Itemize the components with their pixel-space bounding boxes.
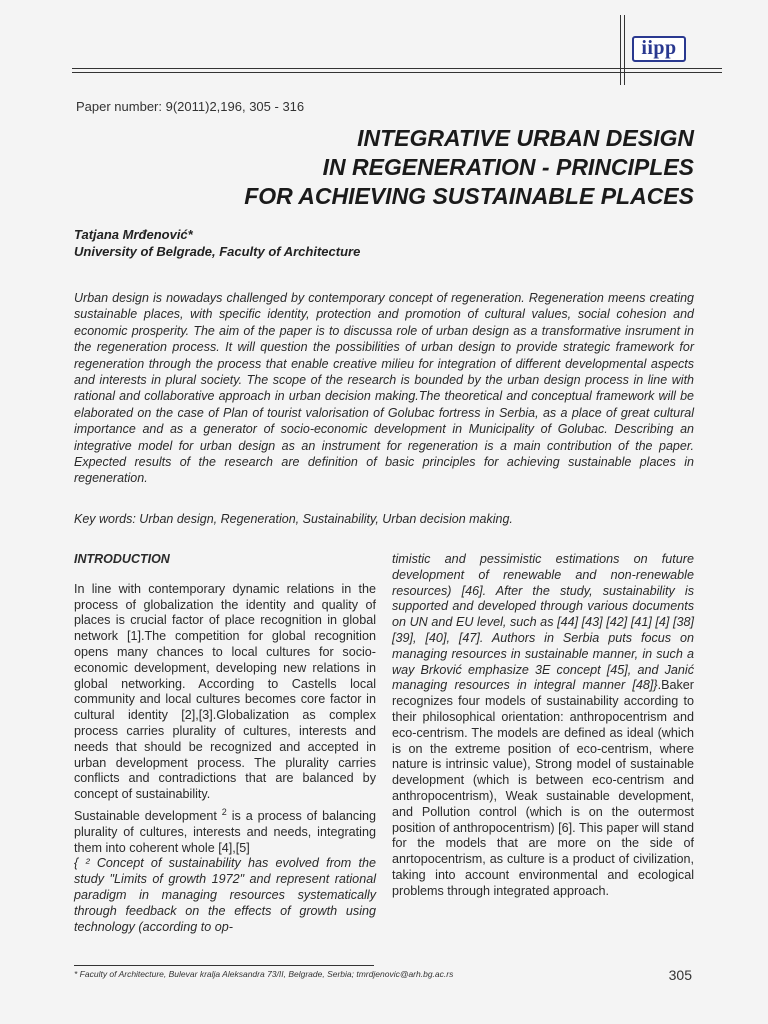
title-line-1: INTEGRATIVE URBAN DESIGN [357,125,694,151]
paper-title [74,124,694,211]
paragraph-intro: In line with contemporary dynamic relations in the process of globalization the identity and quality of places is crucial factor of place recognition in global network [1].The competition for global recognition opens many chances to local cultures for socio-economic development, developing new relations in global networking. According to Castells local community and local cultures becomes core factor in cultural identity [2],[3].Globalization as complex process carries plurality of cultures, interests and needs that should be recognized and accepted in urban development process. The plurality carries conflicts and contradictions that are balanced by concept of sustainability. [74,581,376,802]
paragraph-text: is a process of balancing plurality of cultures, interests and needs, integrating them into coherent whole [4],[5] [74,808,376,855]
journal-logo [632,36,686,62]
body-column-right [392,552,694,906]
author-block [74,226,360,260]
footnote-rule [74,965,374,966]
paper-number: Paper number: 9(2011)2,196, 305 - 316 [76,99,305,114]
paragraph-sustainable-development [74,806,376,935]
logo-text: iipp [641,37,677,59]
paragraph-continued [392,552,694,900]
header-vertical-rule-secondary [624,15,625,85]
header-vertical-rule [620,15,621,85]
title-line-3: FOR ACHIEVING SUSTAINABLE PLACES [244,183,694,209]
paragraph-sustainability-models: .Baker recognizes four models of sustainability according to their philosophical orientation: anthropocentrism and eco-centrism. The models are defined as ideal (which is on the extreme position of eco-centrism, where nature is intrinsic value), Strong model of sustainable development (which is between eco-centrism and anthropocentrism), Weak sustainable development, and Pollution control (which is on the outermost position of anthropocentrism) [6]. This paper will stand for the models that are more on the side of anrtopocentrism, as culture is a product of civilization, taking into account environmental and ecological problems through integrated approach. [392,678,694,898]
title-line-2: IN REGENERATION - PRINCIPLES [322,154,694,180]
footnote: * Faculty of Architecture, Bulevar kralja Aleksandra 73/II, Belgrade, Serbia; tmrdjenovic@arh.bg.ac.rs [74,969,454,979]
abstract: Urban design is nowadays challenged by contemporary concept of regeneration. Regeneration meens creating sustainable places, with specific identity, protection and promotion of cultural values, social cohesion and economic prosperity. The aim of the paper is to discussa role of urban design as a transformative insrument in the regeneration process. It will question the possibilities of urban design to provide strategic framework for regeneration through the process that enable creative milieu for integration of different developmental aspects and interests in plural society. The scope of the research is bounded by the urban design process in line with rational and collaborative approach in urban decision making.The theoretical and conceptual framework will be elaborated on the case of Plan of tourist valorisation of Golubac fortress in Serbia, as a place of great cultural importance and as a generator of socio-economic development in Municipality of Golubac. Describing an integrative model for urban design as an instrument for regeneration is a main contribution of the paper. Expected results of the research are definition of basic principles for achieving sustainable places in regeneration. [74,291,694,486]
body-column-left [74,552,376,941]
keywords: Key words: Urban design, Regeneration, Sustainability, Urban decision making. [74,512,513,526]
paragraph-lead: Sustainable development [74,808,217,823]
footnote-marker: 2 [221,806,227,817]
page-number: 305 [668,967,692,983]
paragraph-italic-continued: timistic and pessimistic estimations on future development of renewable and non-renewable resources) [46]. After the study, sustainability is supported and developed through various documents on UN and EU level, such as [44] [43] [42] [41] [4] [38] [39], [40], [47]. Authors in Serbia puts focus on managing resources in sustainable manner, in such a way Brković emphasize 3E concept [45], and Janić managing resources in integral manner [48]} [392,552,694,693]
paragraph-italic-note: { ² Concept of sustainability has evolved from the study "Limits of growth 1972" and represent rational paradigm in managing resources systematically through feedback on the effects of growth using technology (according to op- [74,856,376,934]
author-affiliation: University of Belgrade, Faculty of Architecture [74,244,361,259]
author-name: Tatjana Mrđenović* [74,227,193,242]
section-heading: INTRODUCTION [74,552,170,566]
